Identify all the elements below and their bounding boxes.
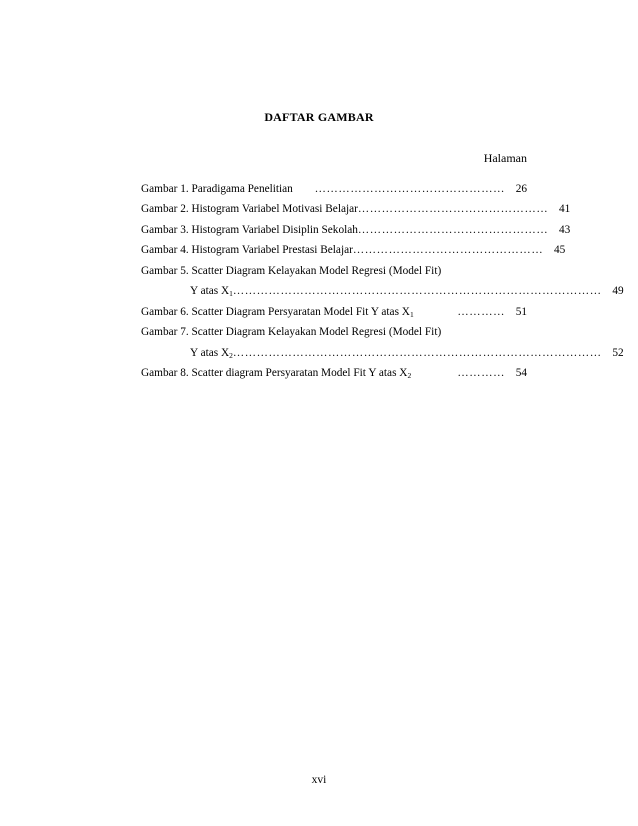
list-item xyxy=(141,318,527,339)
subscript: 2 xyxy=(407,371,412,380)
entry-label: Gambar 4. Histogram Variabel Prestasi Belajar xyxy=(141,244,353,256)
list-item-continuation xyxy=(141,277,624,298)
entry-label: Gambar 7. Scatter Diagram Kelayakan Model Regresi (Model Fit) xyxy=(141,326,442,338)
page-title: DAFTAR GAMBAR xyxy=(264,110,374,124)
entry-label: Gambar 2. Histogram Variabel Motivasi Belajar xyxy=(141,203,358,215)
entry-page: 49 xyxy=(612,285,624,297)
entry-page: 45 xyxy=(553,244,566,256)
list-item xyxy=(141,359,527,380)
leader-dots: ………………………………………………………………………………… xyxy=(232,346,602,359)
entry-page: 52 xyxy=(612,346,624,359)
subscript: 2 xyxy=(229,350,233,360)
leader-dots: ………………………………………… xyxy=(352,244,544,256)
subscript: 1 xyxy=(229,289,233,298)
leader-dots: ………………………………………… xyxy=(314,182,505,195)
list-item xyxy=(141,195,571,216)
subscript: 1 xyxy=(409,309,414,319)
list-item xyxy=(141,236,566,257)
page-number: xvi xyxy=(311,774,327,786)
entry-page: 43 xyxy=(558,223,571,236)
leader-dots: ………… xyxy=(457,305,505,318)
entry-continuation: Y atas X xyxy=(190,346,230,359)
entry-continuation: Y atas X xyxy=(190,285,230,297)
halaman-header: Halaman xyxy=(483,151,527,165)
entry-page: 51 xyxy=(515,305,527,318)
list-item-continuation xyxy=(141,338,624,360)
list-item xyxy=(141,256,527,277)
leader-dots: ………………………………………… xyxy=(357,223,549,236)
entry-page: 54 xyxy=(515,367,527,379)
entry-label: Gambar 3. Histogram Variabel Disiplin Sekolah xyxy=(141,223,358,236)
entry-label: Gambar 1. Paradigama Penelitian xyxy=(141,182,293,195)
leader-dots: ………………………………………………………………………………… xyxy=(232,285,602,297)
entry-page: 26 xyxy=(515,182,527,195)
leader-dots: ………… xyxy=(457,367,505,379)
leader-dots: ………………………………………… xyxy=(357,203,549,215)
entry-page: 41 xyxy=(558,203,571,215)
list-item xyxy=(141,174,527,195)
figure-list xyxy=(141,174,624,380)
list-item xyxy=(141,215,571,236)
entry-label: Gambar 5. Scatter Diagram Kelayakan Model Regresi (Model Fit) xyxy=(141,264,442,277)
entry-label: Gambar 8. Scatter diagram Persyaratan Model Fit Y atas X xyxy=(141,367,408,379)
entry-label: Gambar 6. Scatter Diagram Persyaratan Model Fit Y atas X xyxy=(141,305,410,318)
list-item xyxy=(141,297,527,318)
